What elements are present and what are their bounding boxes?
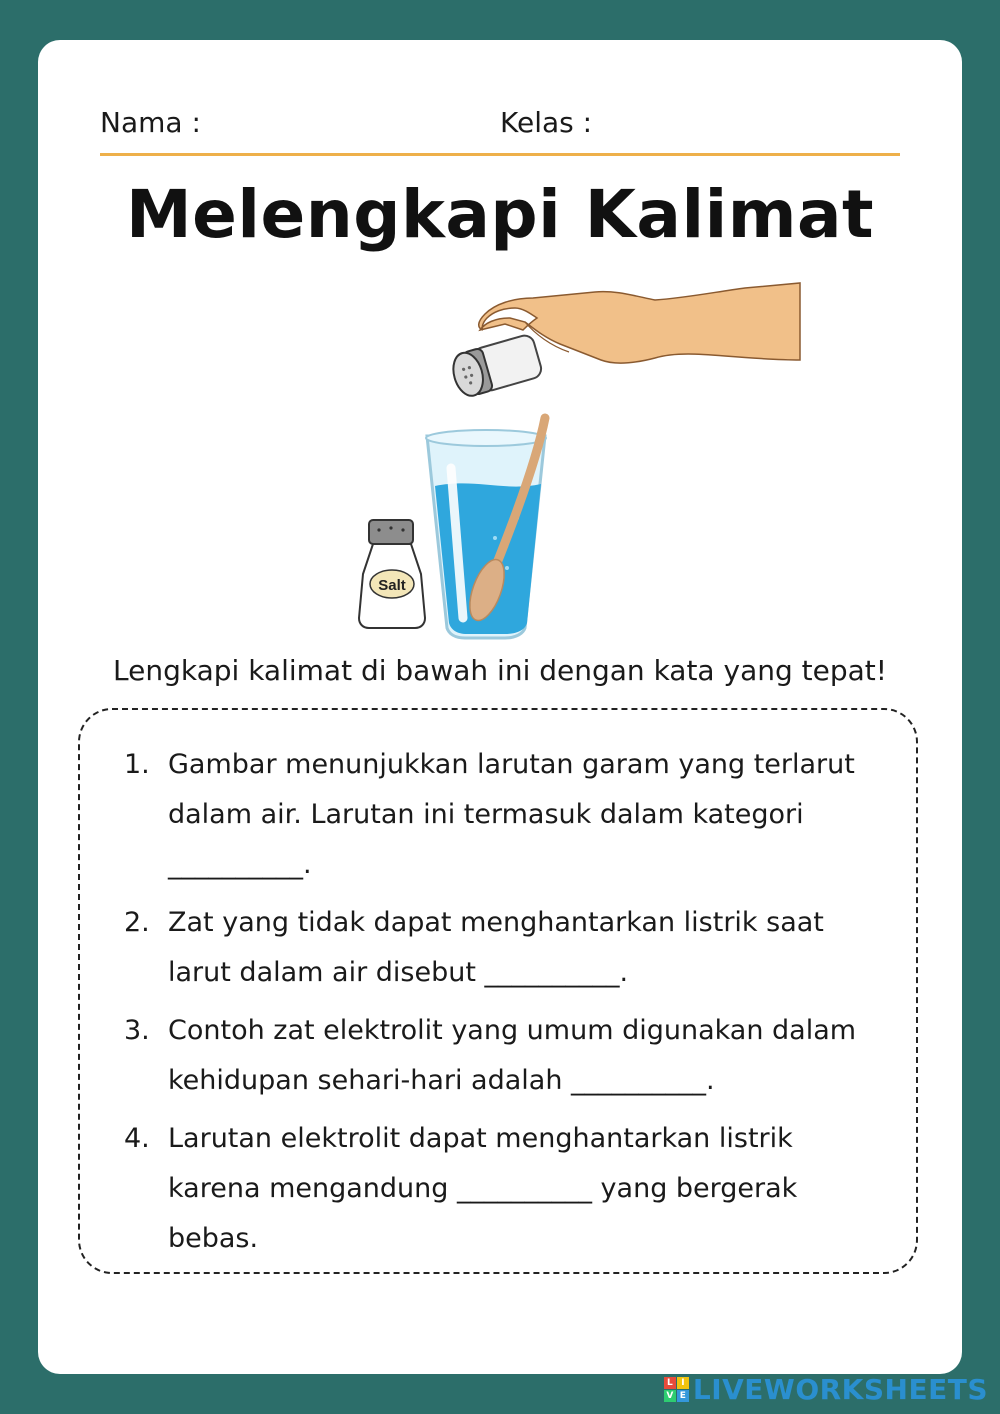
question-item-2 (80, 898, 916, 998)
question-text: Contoh zat elektrolit yang umum digunakan dalam kehidupan sehari-hari adalah __________. (168, 1015, 857, 1096)
salt-shaker-icon (359, 520, 425, 628)
question-text: Zat yang tidak dapat menghantarkan listrik saat larut dalam air disebut __________. (168, 907, 824, 988)
salt-solution-illustration (355, 278, 805, 648)
instruction-text: Lengkapi kalimat di bawah ini dengan kata yang tepat! (113, 654, 887, 687)
name-label: Nama : (100, 106, 201, 139)
salt-label: Salt (378, 577, 406, 594)
question-text: Larutan elektrolit dapat menghantarkan listrik karena mengandung __________ yang bergerak bebas. (168, 1123, 798, 1254)
class-label: Kelas : (500, 106, 593, 139)
salt-shaker-tilted-icon (449, 333, 544, 399)
question-number: 2. (124, 907, 150, 938)
question-item-4 (80, 1114, 916, 1264)
question-text: Gambar menunjukkan larutan garam yang terlarut dalam air. Larutan ini termasuk dalam kategori __________. (168, 749, 855, 880)
worksheet-title: Melengkapi Kalimat (125, 176, 875, 253)
question-item-3 (80, 1006, 916, 1106)
question-number: 1. (124, 749, 150, 780)
liveworksheets-brand[interactable] (664, 1373, 988, 1406)
question-item-1 (80, 740, 916, 890)
header-divider (100, 153, 900, 156)
brand-name: LIVEWORKSHEETS (692, 1373, 988, 1406)
question-number: 4. (124, 1123, 150, 1154)
question-list (80, 740, 916, 1272)
question-number: 3. (124, 1015, 150, 1046)
question-box (78, 708, 918, 1274)
liveworksheets-logo-icon: L I V E (664, 1377, 689, 1402)
